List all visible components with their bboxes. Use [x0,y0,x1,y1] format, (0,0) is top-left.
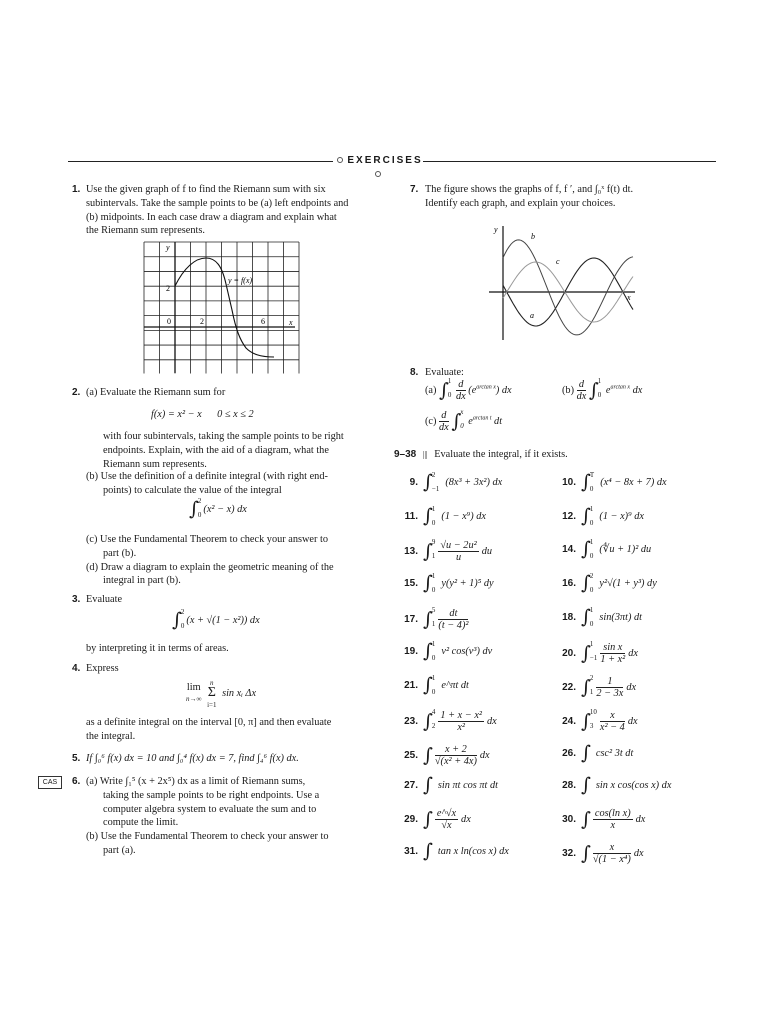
part-label: (b) [562,385,575,397]
integrand: (8x³ + 3x²) dx [445,476,503,488]
range-label: 9–38 [394,449,417,460]
exercise-number: 22. [562,682,576,694]
integral-exercise [398,808,471,832]
exercise-number: 30. [562,814,576,826]
numerator: 1 + x − x² [440,710,482,721]
exercise-2b [86,470,386,498]
integral-sign: ∫ [581,538,591,560]
integral-sign: ∫ [588,379,599,402]
integral-sign: ∫ [423,774,433,796]
integral-exercise [398,608,471,632]
fraction [435,808,458,832]
exercise-number: 32. [562,848,576,860]
lower-limit: 1 [431,620,436,628]
lower-limit: 0 [589,586,594,594]
integrand: y²√(1 + y³) dy [599,577,657,589]
exercise-number: 10. [562,476,576,488]
text-line: (c) Use the Fundamental Theorem to check your answer to [86,534,328,545]
integral-limits [432,607,436,628]
graph-label-b: b [531,232,535,241]
denominator: √(x² + 4x) [434,756,477,768]
integral-sign: ∫ [581,676,591,699]
integral-sign: ∫ [423,674,433,696]
text-line: part (b). [103,547,137,559]
integral-sign: ∫ [423,572,433,594]
denominator: u [455,552,462,564]
upper-limit: 5 [431,606,436,614]
cas-badge: CAS [38,776,62,789]
function-definition: f(x) = x² − x 0 ≤ x ≤ 2 [151,409,254,420]
function-curve [175,258,274,357]
integral-limits [590,472,594,493]
upper-limit: 9 [431,538,436,546]
text-line: part (a). [103,844,136,856]
integral-sign: ∫ [581,710,591,733]
lower-limit: 0 [589,620,594,628]
integral-sign: ∫ [423,540,433,563]
integral-exercise [398,776,498,795]
integrand: (x + √(1 − x²)) dx [186,614,260,626]
integrand: (1 − x⁹) dx [441,510,486,522]
text-line: taking the sample points to be right endpoints. Use a [103,789,320,801]
integral-exercise [398,710,497,734]
integral-sign: ∫ [451,410,462,433]
integral-exercise [398,676,469,696]
lower-limit: −1 [431,485,440,493]
exercise-number: 21. [404,679,418,691]
separator-icon: ||| [422,450,428,459]
text-line: the integral. [86,730,136,742]
integral-exercise [398,744,490,768]
fraction [600,710,625,734]
integrand: dx [486,716,497,728]
integral-sign: ∫ [423,710,433,733]
lower-limit: 0 [431,654,436,662]
upper-limit: 4 [431,708,436,716]
exercise-number: 23. [404,716,418,728]
text-line: integral in part (b). [103,575,181,587]
range-instruction [394,448,568,462]
integral-exercise [398,642,492,662]
integral-exercise [556,574,657,594]
integrand: (1 − x)⁹ dx [599,510,644,522]
lower-limit: 1 [431,552,436,560]
integral-limits [432,539,436,560]
exercise-number: 9. [409,476,418,488]
x-tick-label: 6 [261,317,265,326]
upper-limit: 2 [431,471,436,479]
denominator: √(1 − x⁴) [592,854,631,866]
integral-3: ∫2 0(x + √(1 − x²)) dx [172,608,260,631]
integral-sign: ∫ [581,842,591,865]
upper-limit: 2 [589,572,594,580]
integral-exercise [556,710,638,734]
integrand: y(y² + 1)⁵ dy [441,577,494,589]
text-line: the Riemann sum represents. [86,225,205,237]
integral-sign: ∫ [423,808,433,831]
x-axis-label: x [289,318,293,327]
exercise-number: 31. [404,845,418,857]
integrand: sin(3πt) dt [599,611,643,623]
numerator: x [600,710,625,722]
integral-exercise [556,842,644,866]
exercise-number: 4. [72,663,81,674]
exercise-number: 25. [404,750,418,762]
section-title: EXERCISES [347,155,423,166]
text-line: endpoints. Explain, with the aid of a diagram, what the [103,444,329,456]
integral-sign: ∫ [172,609,182,631]
upper-limit: 1 [431,640,436,648]
text-line: If ∫₀⁶ f(x) dx = 10 and ∫₀⁴ f(x) dx = 7, find ∫₄⁶ f(x) dx. [86,753,299,764]
header-rule-left [68,161,333,162]
integral-sign: ∫ [423,608,433,631]
graph-label-a: a [530,311,534,320]
exercise-8a: (a) ∫1 0 $\frac{d}{dx}$ $(e^{arctan x})$ dx [425,377,512,403]
exercise-number: 18. [562,611,576,623]
denominator: x² [457,722,466,734]
y-axis-label: y [494,225,498,234]
upper-limit: 1 [431,505,436,513]
exercise-2-text [86,386,386,400]
integral-limits [590,506,594,527]
integral-exercise [556,642,638,666]
integral-exercise [556,744,633,763]
integral-exercise [556,676,636,700]
exercise-number: 28. [562,779,576,791]
numerator: sin x [600,642,625,654]
integral-limits [590,573,594,594]
fraction [438,540,478,564]
numerator: dt [438,608,468,620]
integral-sign: ∫ [581,471,591,493]
integral-limits [590,539,594,560]
integrand: sin x cos(cos x) dx [595,779,672,791]
text-line: (b) Use the definition of a definite integral (with right end- [86,471,328,482]
exercise-number: 27. [404,779,418,791]
text-line: (a) Evaluate the Riemann sum for [86,387,226,398]
lower-limit: 0 [431,586,436,594]
upper-limit: 1 [589,606,594,614]
integral-sign: ∫ [581,774,591,796]
x-axis-label: x [627,293,631,302]
numerator: x + 2 [435,744,477,756]
lower-limit: −1 [589,654,598,662]
exercise-number: 8. [410,367,419,378]
y-tick-label: 2 [166,284,170,293]
curve-label: y = f(x) [228,276,253,285]
text-line: with four subintervals, taking the sample points to be right [103,431,344,442]
text-line: by interpreting it in terms of areas. [86,643,229,654]
y-axis-label: y [166,243,170,252]
exercise-number: 19. [404,645,418,657]
text-line: as a definite integral on the interval [0, π] and then evaluate [86,717,332,728]
lower-limit: 0 [589,485,594,493]
integrand: dx [633,848,644,860]
upper-limit: 1 [589,505,594,513]
ornament-icon [337,157,343,163]
exercise-number: 1. [72,184,81,195]
text-line: (a) Write ∫₁⁵ (x + 2x⁵) dx as a limit of Riemann sums, [86,776,306,787]
integral-exercise [398,540,492,564]
integral-sign: ∫ [439,379,449,402]
integral-sign: ∫ [423,505,433,527]
integral-sign: ∫ [423,471,433,493]
range-text: Evaluate the integral, if it exists. [434,449,568,460]
integral-exercise [556,473,667,493]
exercise-number: 7. [410,184,419,195]
exercise-number: 5. [72,753,81,764]
fraction [596,676,623,700]
text-line: points) to calculate the value of the integral [103,484,282,496]
exercise-number: 3. [72,594,81,605]
integral-exercise [556,507,644,527]
integrand: dx [626,682,637,694]
lower-limit: 0 [589,552,594,560]
denominator: x² − 4 [599,722,625,734]
text-line: (d) Draw a diagram to explain the geometric meaning of the [86,561,334,573]
text-line: Express [86,663,119,674]
text-line: The figure shows the graphs of f, f ′, and ∫₀ˣ f(t) dt. [425,184,634,195]
header-rule-right [423,161,716,162]
denominator: (t − 4)² [438,620,469,632]
exercise-number: 13. [404,546,418,558]
integral-exercise [398,473,502,493]
integral-exercise [556,808,645,832]
numerator: e^√x [436,808,457,819]
exercise-8c: (c) $\frac{d}{dx}$ ∫x 0 $e^{arctan t}$ dt [425,408,503,434]
denominator: x [610,820,616,832]
upper-limit: 2 [589,674,594,682]
integrand: csc² 3t dt [595,747,634,759]
exercise-6-text [86,775,386,858]
exercise-number: 26. [562,747,576,759]
fraction [438,608,468,632]
lower-limit: 2 [431,722,436,730]
graph-b [503,240,633,335]
integral-sign: ∫ [581,642,591,665]
exercise-number: 24. [562,716,576,728]
integral-sign: ∫ [581,572,591,594]
exercise-number: 6. [72,776,81,787]
exercise-number: 11. [404,510,418,522]
exercise-7-text [425,183,725,211]
limit-expression: lim n→∞ n Σ i=1 sin xᵢ Δx [186,679,257,709]
exercise-number: 20. [562,648,576,660]
text-line: Riemann sum represents. [103,458,207,470]
integrand: dx [627,716,638,728]
integral-sign: ∫ [189,498,199,520]
integral-limits [590,709,597,730]
fraction [600,642,625,666]
fraction [435,744,477,768]
numerator: cos(ln x) [594,808,631,819]
integrand: sin πt cos πt dt [437,779,498,791]
integrand: dx [479,750,490,762]
integrand: (x² − x) dx [203,503,247,515]
numerator: √u − 2u² [440,540,477,551]
upper-limit: 1 [589,538,594,546]
graph-grid [144,242,299,374]
summand: sin xᵢ Δx [222,687,257,699]
integral-exercise [556,776,671,795]
integrand: dx [635,814,646,826]
riemann-graph [140,240,300,375]
integrand: (x⁴ − 8x + 7) dx [600,476,667,488]
fraction [593,808,633,832]
graph-label-c: c [556,257,560,266]
lower-limit: 3 [589,722,594,730]
section-header [333,154,423,181]
integral-limits [432,506,436,527]
text-line: Identify each graph, and explain your choices. [425,197,616,209]
integral-sign: ∫ [423,744,433,767]
upper-limit: 1 [431,674,436,682]
exercise-2c [86,533,386,588]
part-label: (c) [425,416,437,428]
upper-limit: T [589,471,595,479]
integrand: tan x ln(cos x) dx [437,845,509,857]
integral-limits [590,607,594,628]
numerator: x [593,842,631,854]
text-line: compute the limit. [103,817,179,829]
lower-limit: 0 [431,688,436,696]
denominator: 1 + x² [600,654,626,666]
integrand: e^πt dt [441,679,469,691]
exercise-number: 2. [72,387,81,398]
fraction [593,842,631,866]
fraction [438,710,484,734]
text-line: subintervals. Take the sample points to be (a) left endpoints and [86,197,349,209]
exercise-number: 15. [404,577,418,589]
upper-limit: 1 [431,572,436,580]
denominator: √x [441,820,452,832]
exercise-number: 12. [562,510,576,522]
integral-sign: ∫ [581,505,591,527]
numerator: 1 [596,676,623,688]
integral-2b: ∫2 0(x² − x) dx [189,497,247,520]
integrand: du [481,546,492,558]
exercise-number: 16. [562,577,576,589]
exercise-1-text [86,183,386,238]
three-graphs-figure [483,222,643,342]
integral-sign: ∫ [581,808,591,831]
integral-sign: ∫ [423,840,433,862]
text-line: Evaluate [86,594,123,605]
text-line: (b) Use the Fundamental Theorem to check your answer to [86,831,329,843]
text-line: Evaluate: [425,367,464,378]
integrand: (∜u + 1)² du [599,543,652,555]
integrand: dx [461,814,471,826]
integral-exercise [398,842,509,861]
exercise-number: 14. [562,543,576,555]
denominator: 2 − 3x [596,688,624,700]
exercise-number: 17. [404,614,418,626]
exercise-8b: (b) $\frac{d}{dx}$ ∫1 0 $e^{arctan x}$ dx [562,377,643,403]
lower-limit: 1 [589,688,594,696]
exercise-4-after [86,716,386,744]
text-line: computer algebra system to evaluate the sum and to [103,803,317,815]
integrand: dx [628,648,638,660]
integral-limits [590,641,597,662]
integral-limits [432,472,439,493]
text-line: (b) midpoints. In each case draw a diagram and explain what [86,211,337,223]
integral-limits [590,675,594,696]
lower-limit: 0 [431,519,436,527]
lower-limit: 0 [589,519,594,527]
x-tick-label: 2 [200,317,204,326]
part-label: (a) [425,385,437,397]
integral-limits [432,675,436,696]
origin-label: 0 [167,317,171,326]
exercise-number: 29. [404,814,418,826]
integral-exercise [556,608,642,628]
integral-limits [432,641,436,662]
ornament-icon [375,171,381,177]
integral-sign: ∫ [423,640,433,662]
integral-exercise [398,507,486,527]
integral-exercise [398,574,494,594]
exercise-2a-continued [103,430,393,471]
integral-exercise [556,540,651,560]
integral-sign: ∫ [581,742,591,764]
integral-limits [432,709,436,730]
integrand: v² cos(v³) dv [441,645,493,657]
upper-limit: 1 [589,640,594,648]
integral-sign: ∫ [581,606,591,628]
text-line: Use the given graph of f to find the Riemann sum with six [86,184,326,195]
integral-limits [432,573,436,594]
upper-limit: 10 [589,708,597,716]
